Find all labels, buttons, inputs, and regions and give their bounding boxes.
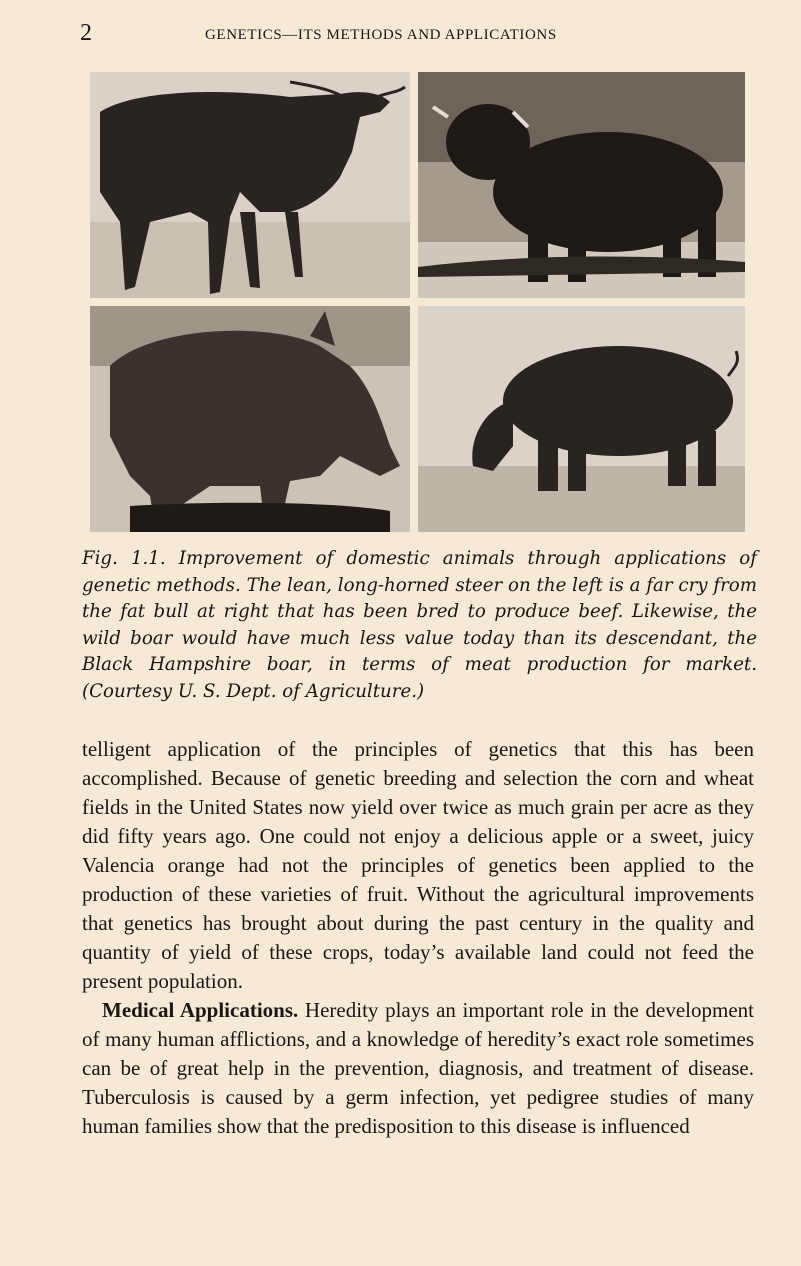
paragraph-1: telligent application of the principles of genetics that this has been accomplished. Because of genetic breeding and selection the corn and wheat fields in the United States now yield over twice as much grain per acre as they did fifty years ago. One could not enjoy a delicious apple or a sweet, juicy Valencia orange had not the principles of genetics been applied to the production of these varieties of fruit. Without the agricultural improvements that genetics has brought about during the past century in the quality and quantity of yield of these crops, today’s available land could not feed the present population. [82,737,754,993]
beef-bull-photo [418,72,745,298]
page-number: 2 [80,20,92,46]
longhorn-steer-photo [90,72,410,298]
figure-photo-grid [90,72,745,532]
hampshire-boar-photo [418,306,745,532]
paragraph-2 [82,996,754,1141]
wild-boar-photo [90,306,410,532]
running-head: GENETICS—ITS METHODS AND APPLICATIONS [205,27,557,43]
body-text [82,735,754,1141]
paragraph-2-text: Heredity plays an important role in the development of many human afflictions, and a knowledge of heredity’s exact role sometimes can be of great help in the prevention, diagnosis, and treatment of disease. Tuberculosis is caused by a germ infection, yet pedigree studies of many human families show that the predisposition to this disease is influenced [82,998,754,1138]
section-heading-medical-applications: Medical Applications. [102,998,299,1022]
figure-caption: Fig. 1.1. Improvement of domestic animals through applications of genetic methods. The lean, long-horned steer on the left is a far cry from the fat bull at right that has been bred to produce beef. Likewise, the wild boar would have much less value today than its descendant, the Black Hampshire boar, in terms of meat production for market. (Courtesy U. S. Dept. of Agriculture.) [82,548,757,702]
